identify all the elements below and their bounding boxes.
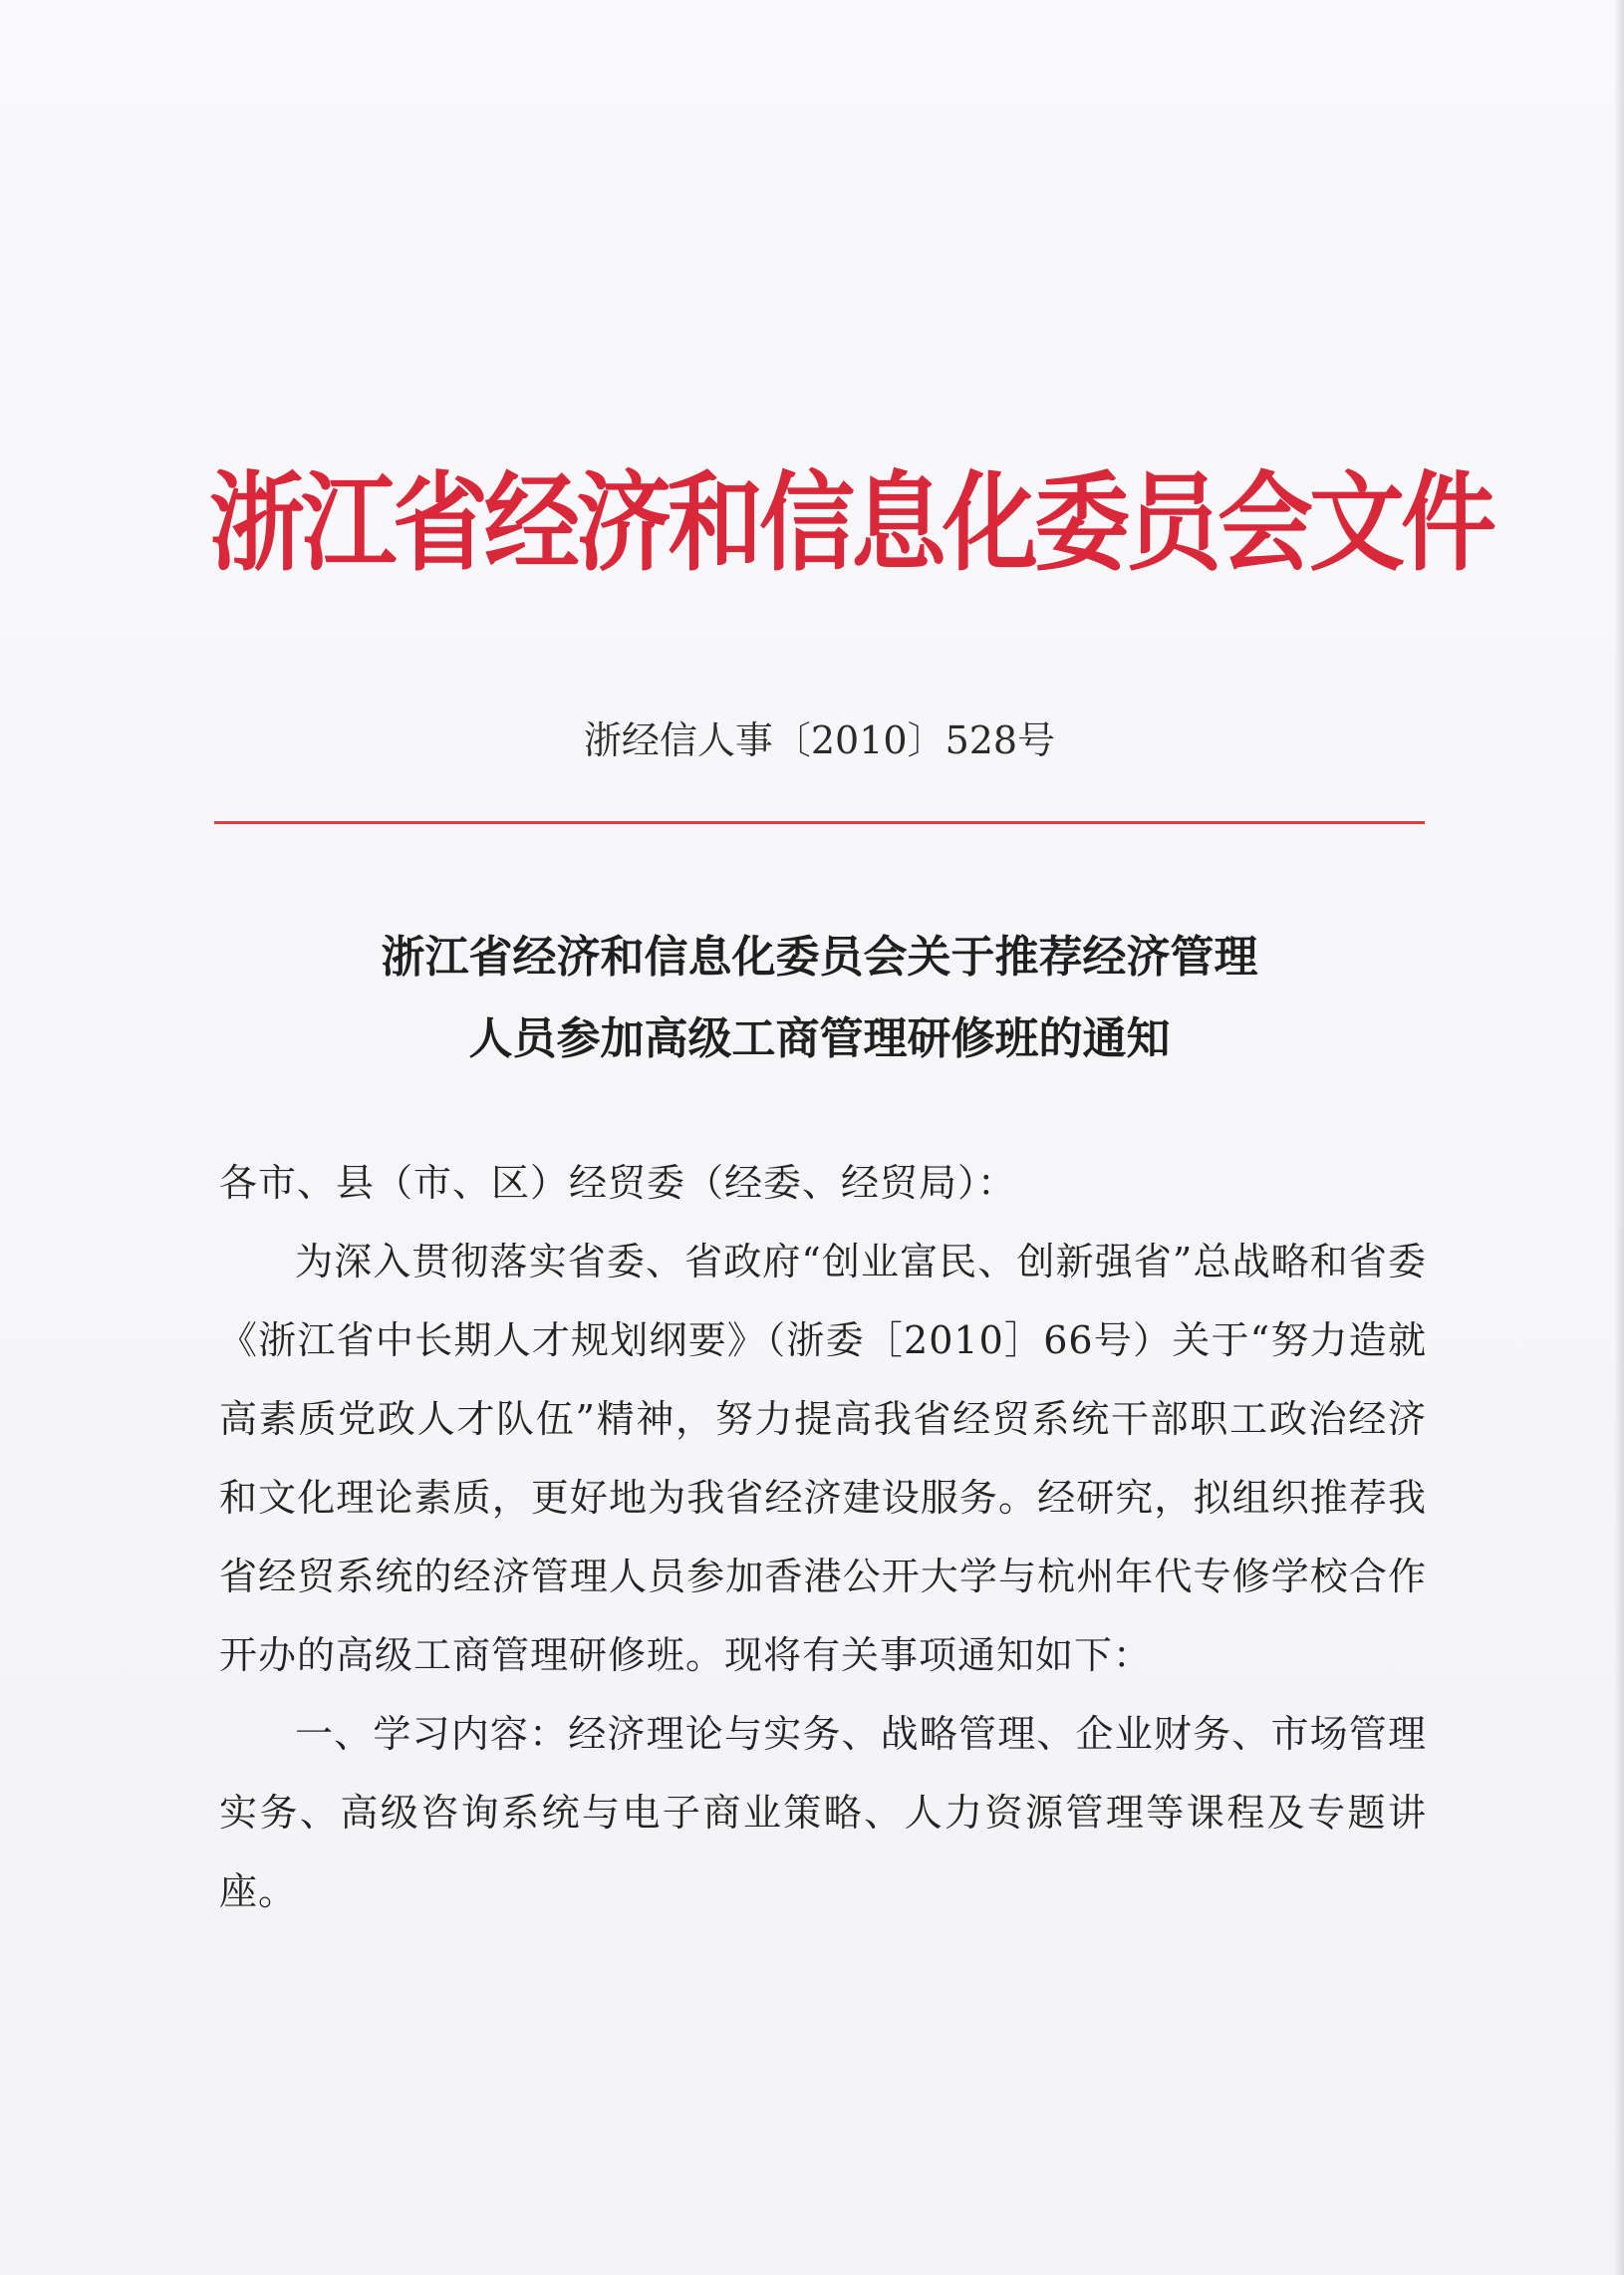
- notice-title-line-1: 浙江省经济和信息化委员会关于推荐经济管理: [381, 932, 1258, 983]
- body-paragraph-1: 为深入贯彻落实省委、省政府“创业富民、创新强省”总战略和省委《浙江省中长期人才规划纲要》（浙委［2010］66号）关于“努力造就高素质党政人才队伍”精神，努力提高我省经贸系统干部职工政治经济和文化理论素质，更好地为我省经济建设服务。经研究，拟组织推荐我省经贸系统的经济管理人员参加香港公开大学与杭州年代专修学校合作开办的高级工商管理研修班。现将有关事项通知如下：: [219, 1240, 1427, 1677]
- document-number: 浙经信人事〔2010〕528号: [583, 718, 1056, 762]
- notice-title: [214, 917, 1425, 1080]
- notice-title-line-2: 人员参加高级工商管理研修班的通知: [468, 1013, 1171, 1064]
- notice-body: [219, 1144, 1427, 1931]
- salutation: 各市、县（市、区）经贸委（经委、经贸局）：: [219, 1161, 1017, 1205]
- red-divider-line: [214, 821, 1425, 824]
- masthead-title: 浙江省经济和信息化委员会文件: [209, 459, 1492, 586]
- body-paragraph-2: 一、学习内容：经济理论与实务、战略管理、企业财务、市场管理实务、高级咨询系统与电子商业策略、人力资源管理等课程及专题讲座。: [219, 1712, 1427, 1913]
